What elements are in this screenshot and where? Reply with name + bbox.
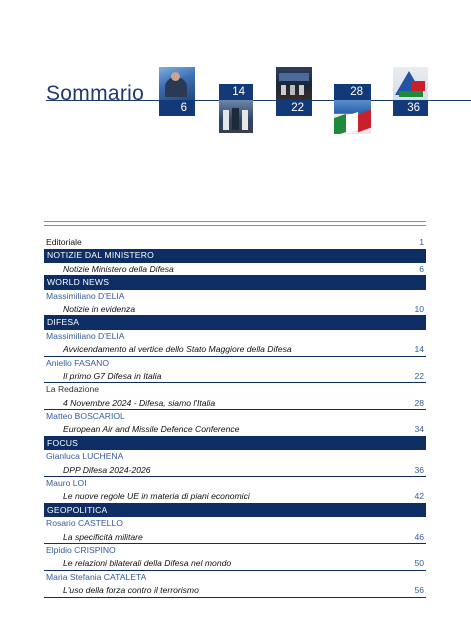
toc-editorial-label: Editoriale (46, 237, 82, 247)
toc-page-number: 1 (419, 237, 424, 247)
toc-author (44, 450, 426, 463)
toc-page-number: 34 (414, 424, 424, 435)
toc-page-number: 50 (414, 558, 424, 569)
toc-section-header (44, 249, 426, 262)
toc-author (44, 477, 426, 490)
toc-author-text: Maria Stefania CATALETA (46, 571, 147, 582)
toc-section-header-text: WORLD NEWS (47, 277, 110, 288)
toc-author (44, 290, 426, 303)
toc-article-text: Le relazioni bilaterali della Difesa nel mondo (63, 558, 232, 569)
toc-article[interactable] (44, 370, 426, 383)
toc-author (44, 571, 426, 584)
toc-section-header (44, 437, 426, 450)
thumbnail-22-number: 22 (276, 100, 312, 116)
thumbnail-36-number: 36 (393, 100, 428, 116)
toc-article-text: Le nuove regole UE in materia di piani economici (63, 491, 250, 502)
toc-article-text: Avvicendamento al vertice dello Stato Maggiore della Difesa (63, 344, 292, 355)
toc-section-header-text: NOTIZIE DAL MINISTERO (47, 250, 155, 261)
thumbnail-22-image (276, 67, 312, 100)
toc-page-number: 46 (414, 531, 424, 542)
toc-author-text: Aniello FASANO (46, 357, 110, 368)
toc-page-number: 22 (414, 370, 424, 381)
toc-author-text: Massimiliano D'ELIA (46, 330, 125, 341)
toc-page-number: 6 (419, 263, 424, 274)
thumbnail-28[interactable] (334, 84, 371, 134)
thumbnail-6[interactable] (159, 67, 195, 116)
toc-author-text: Gianluca LUCHENA (46, 451, 124, 462)
toc-page-number: 56 (414, 585, 424, 596)
toc-rows (44, 249, 426, 597)
toc-page-number: 14 (414, 344, 424, 355)
toc-author-text: Elpidio CRISPINO (46, 544, 116, 555)
toc-author (44, 517, 426, 530)
thumbnail-22[interactable] (276, 67, 312, 116)
toc-author (44, 330, 426, 343)
toc-article[interactable] (44, 397, 426, 410)
thumbnail-6-number: 6 (159, 100, 195, 116)
toc-section-header-text: DIFESA (47, 317, 80, 328)
toc-article-text: Il primo G7 Difesa in Italia (63, 370, 162, 381)
toc-article[interactable] (44, 557, 426, 570)
toc-article[interactable] (44, 464, 426, 477)
toc-editorial[interactable] (44, 236, 426, 249)
toc-author (44, 383, 426, 396)
toc-article-text: La specificità militare (63, 531, 143, 542)
page-title: Sommario (46, 82, 145, 105)
toc-article[interactable] (44, 343, 426, 356)
toc-author (44, 544, 426, 557)
thumbnail-28-number: 28 (334, 84, 371, 100)
toc-author-text: Rosario CASTELLO (46, 518, 123, 529)
toc-article-text: DPP Difesa 2024-2026 (63, 464, 151, 475)
thumbnail-28-image (334, 100, 371, 134)
toc-article-text: European Air and Missile Defence Conference (63, 424, 240, 435)
toc-page-number: 42 (414, 491, 424, 502)
toc-author-text: La Redazione (46, 384, 100, 395)
toc-article[interactable] (44, 584, 426, 597)
toc-section-header (44, 316, 426, 329)
toc-author (44, 357, 426, 370)
toc-section-header (44, 504, 426, 517)
toc-page-number: 10 (414, 303, 424, 314)
toc-page-number: 36 (414, 464, 424, 475)
thumbnail-6-image (159, 67, 195, 100)
thumbnail-14[interactable] (219, 84, 253, 133)
toc-author-text: Mauro LOI (46, 478, 87, 489)
toc-article[interactable] (44, 423, 426, 436)
toc-author (44, 410, 426, 423)
toc-author-text: Massimiliano D'ELIA (46, 290, 125, 301)
toc-article-text: L'uso della forza contro il terrorismo (63, 585, 199, 596)
separator-rule (44, 225, 426, 226)
thumbnail-14-image (219, 100, 253, 133)
thumbnail-36-image (393, 67, 428, 100)
toc-section-header-text: FOCUS (47, 437, 79, 448)
toc-page-number: 28 (414, 397, 424, 408)
toc-article-text: Notizie in evidenza (63, 303, 136, 314)
toc-article[interactable] (44, 531, 426, 544)
table-of-contents (44, 236, 426, 598)
toc-article[interactable] (44, 490, 426, 503)
toc-article[interactable] (44, 303, 426, 316)
separator-rule (44, 221, 426, 222)
toc-section-header-text: GEOPOLITICA (47, 504, 108, 515)
toc-article[interactable] (44, 263, 426, 276)
toc-article-text: Notizie Ministero della Difesa (63, 263, 174, 274)
toc-section-header (44, 276, 426, 289)
thumbnail-14-number: 14 (219, 84, 253, 100)
toc-article-text: 4 Novembre 2024 - Difesa, siamo l'Italia (63, 397, 216, 408)
toc-author-text: Matteo BOSCARIOL (46, 411, 125, 422)
thumbnail-36[interactable] (393, 67, 428, 116)
